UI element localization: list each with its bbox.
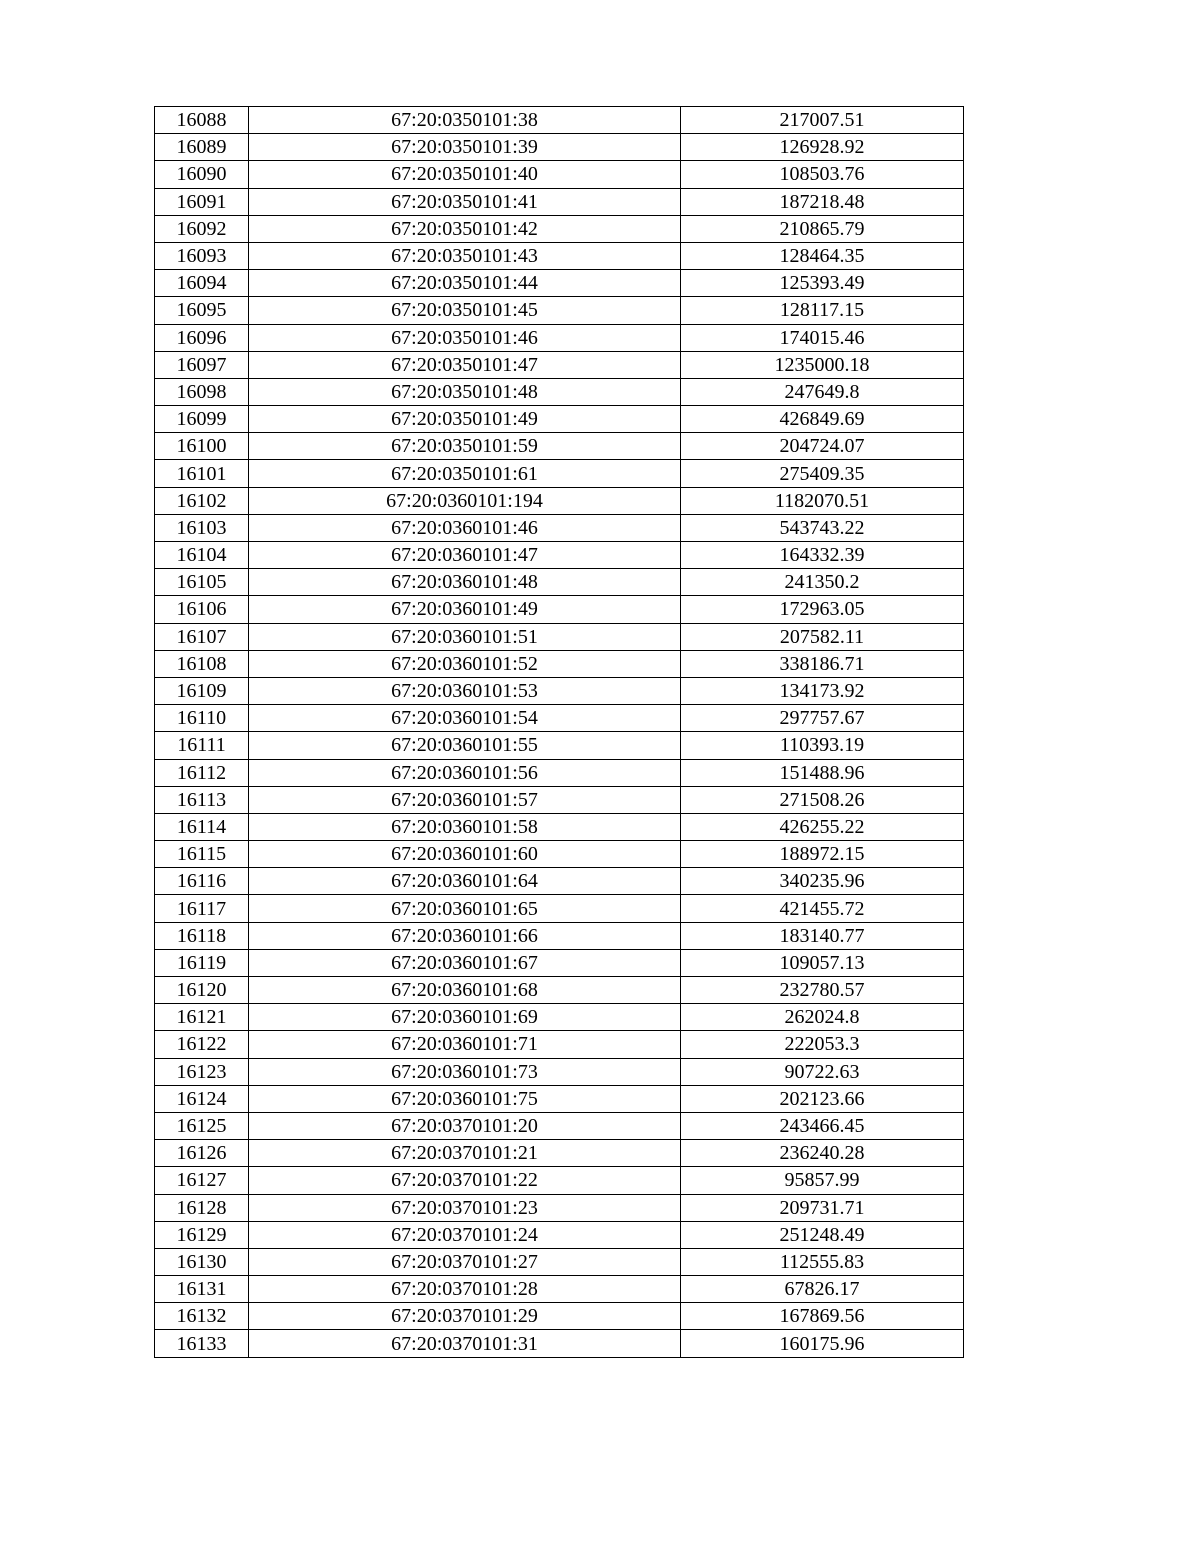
cadastral-number-cell: 67:20:0350101:40 bbox=[249, 161, 681, 188]
row-number-cell: 16101 bbox=[155, 460, 249, 487]
row-number-cell: 16127 bbox=[155, 1167, 249, 1194]
table-row bbox=[155, 841, 964, 868]
row-number-cell: 16116 bbox=[155, 868, 249, 895]
table-row bbox=[155, 1004, 964, 1031]
row-number-cell: 16097 bbox=[155, 351, 249, 378]
cadastral-number-cell: 67:20:0360101:53 bbox=[249, 677, 681, 704]
cadastral-value-cell: 271508.26 bbox=[681, 786, 964, 813]
cadastral-value-cell: 222053.3 bbox=[681, 1031, 964, 1058]
cadastral-number-cell: 67:20:0350101:45 bbox=[249, 297, 681, 324]
table-row bbox=[155, 949, 964, 976]
table-row bbox=[155, 542, 964, 569]
row-number-cell: 16094 bbox=[155, 270, 249, 297]
row-number-cell: 16112 bbox=[155, 759, 249, 786]
table-row bbox=[155, 514, 964, 541]
cadastral-number-cell: 67:20:0350101:47 bbox=[249, 351, 681, 378]
row-number-cell: 16113 bbox=[155, 786, 249, 813]
cadastral-number-cell: 67:20:0370101:21 bbox=[249, 1140, 681, 1167]
cadastral-number-cell: 67:20:0360101:57 bbox=[249, 786, 681, 813]
cadastral-number-cell: 67:20:0360101:48 bbox=[249, 569, 681, 596]
cadastral-number-cell: 67:20:0350101:41 bbox=[249, 188, 681, 215]
cadastral-number-cell: 67:20:0360101:65 bbox=[249, 895, 681, 922]
cadastral-number-cell: 67:20:0360101:54 bbox=[249, 705, 681, 732]
cadastral-value-cell: 340235.96 bbox=[681, 868, 964, 895]
cadastral-number-cell: 67:20:0360101:194 bbox=[249, 487, 681, 514]
table-row bbox=[155, 406, 964, 433]
cadastral-value-cell: 108503.76 bbox=[681, 161, 964, 188]
row-number-cell: 16115 bbox=[155, 841, 249, 868]
cadastral-value-cell: 1235000.18 bbox=[681, 351, 964, 378]
cadastral-value-cell: 247649.8 bbox=[681, 378, 964, 405]
row-number-cell: 16107 bbox=[155, 623, 249, 650]
table-row bbox=[155, 134, 964, 161]
table-row bbox=[155, 1248, 964, 1275]
cadastral-number-cell: 67:20:0370101:24 bbox=[249, 1221, 681, 1248]
cadastral-number-cell: 67:20:0360101:75 bbox=[249, 1085, 681, 1112]
cadastral-number-cell: 67:20:0360101:52 bbox=[249, 650, 681, 677]
cadastral-value-cell: 209731.71 bbox=[681, 1194, 964, 1221]
table-row bbox=[155, 1167, 964, 1194]
table-row bbox=[155, 922, 964, 949]
row-number-cell: 16129 bbox=[155, 1221, 249, 1248]
cadastral-value-cell: 241350.2 bbox=[681, 569, 964, 596]
cadastral-value-cell: 188972.15 bbox=[681, 841, 964, 868]
cadastral-value-cell: 275409.35 bbox=[681, 460, 964, 487]
cadastral-number-cell: 67:20:0370101:20 bbox=[249, 1112, 681, 1139]
row-number-cell: 16098 bbox=[155, 378, 249, 405]
table-row bbox=[155, 650, 964, 677]
cadastral-value-cell: 243466.45 bbox=[681, 1112, 964, 1139]
row-number-cell: 16109 bbox=[155, 677, 249, 704]
row-number-cell: 16121 bbox=[155, 1004, 249, 1031]
table-row bbox=[155, 107, 964, 134]
row-number-cell: 16093 bbox=[155, 242, 249, 269]
row-number-cell: 16102 bbox=[155, 487, 249, 514]
row-number-cell: 16095 bbox=[155, 297, 249, 324]
cadastral-value-cell: 217007.51 bbox=[681, 107, 964, 134]
cadastral-value-cell: 128117.15 bbox=[681, 297, 964, 324]
cadastral-number-cell: 67:20:0360101:73 bbox=[249, 1058, 681, 1085]
cadastral-value-cell: 251248.49 bbox=[681, 1221, 964, 1248]
cadastral-number-cell: 67:20:0370101:28 bbox=[249, 1276, 681, 1303]
table-row bbox=[155, 813, 964, 840]
row-number-cell: 16096 bbox=[155, 324, 249, 351]
row-number-cell: 16120 bbox=[155, 977, 249, 1004]
cadastral-number-cell: 67:20:0370101:22 bbox=[249, 1167, 681, 1194]
row-number-cell: 16090 bbox=[155, 161, 249, 188]
cadastral-number-cell: 67:20:0350101:46 bbox=[249, 324, 681, 351]
cadastral-value-cell: 67826.17 bbox=[681, 1276, 964, 1303]
cadastral-value-cell: 172963.05 bbox=[681, 596, 964, 623]
row-number-cell: 16118 bbox=[155, 922, 249, 949]
cadastral-value-cell: 297757.67 bbox=[681, 705, 964, 732]
table-row bbox=[155, 487, 964, 514]
cadastral-number-cell: 67:20:0360101:68 bbox=[249, 977, 681, 1004]
cadastral-value-cell: 109057.13 bbox=[681, 949, 964, 976]
cadastral-number-cell: 67:20:0350101:39 bbox=[249, 134, 681, 161]
row-number-cell: 16132 bbox=[155, 1303, 249, 1330]
row-number-cell: 16128 bbox=[155, 1194, 249, 1221]
row-number-cell: 16133 bbox=[155, 1330, 249, 1357]
table-row bbox=[155, 1330, 964, 1357]
cadastral-number-cell: 67:20:0370101:23 bbox=[249, 1194, 681, 1221]
cadastral-value-cell: 338186.71 bbox=[681, 650, 964, 677]
cadastral-value-cell: 134173.92 bbox=[681, 677, 964, 704]
table-row bbox=[155, 351, 964, 378]
row-number-cell: 16104 bbox=[155, 542, 249, 569]
table-row bbox=[155, 161, 964, 188]
cadastral-value-cell: 210865.79 bbox=[681, 215, 964, 242]
table-row bbox=[155, 705, 964, 732]
table-row bbox=[155, 1303, 964, 1330]
row-number-cell: 16108 bbox=[155, 650, 249, 677]
cadastral-value-cell: 426255.22 bbox=[681, 813, 964, 840]
table-row bbox=[155, 977, 964, 1004]
row-number-cell: 16103 bbox=[155, 514, 249, 541]
row-number-cell: 16131 bbox=[155, 1276, 249, 1303]
cadastral-number-cell: 67:20:0370101:27 bbox=[249, 1248, 681, 1275]
row-number-cell: 16099 bbox=[155, 406, 249, 433]
cadastral-value-cell: 151488.96 bbox=[681, 759, 964, 786]
table-row bbox=[155, 623, 964, 650]
row-number-cell: 16119 bbox=[155, 949, 249, 976]
cadastral-value-cell: 183140.77 bbox=[681, 922, 964, 949]
cadastral-value-cell: 232780.57 bbox=[681, 977, 964, 1004]
row-number-cell: 16124 bbox=[155, 1085, 249, 1112]
cadastral-number-cell: 67:20:0360101:71 bbox=[249, 1031, 681, 1058]
cadastral-value-cell: 426849.69 bbox=[681, 406, 964, 433]
cadastral-number-cell: 67:20:0360101:47 bbox=[249, 542, 681, 569]
table-row bbox=[155, 786, 964, 813]
table-row bbox=[155, 868, 964, 895]
table-row bbox=[155, 1085, 964, 1112]
cadastral-value-cell: 112555.83 bbox=[681, 1248, 964, 1275]
cadastral-number-cell: 67:20:0360101:66 bbox=[249, 922, 681, 949]
cadastral-value-cell: 202123.66 bbox=[681, 1085, 964, 1112]
table-row bbox=[155, 215, 964, 242]
cadastral-number-cell: 67:20:0360101:60 bbox=[249, 841, 681, 868]
cadastral-value-cell: 95857.99 bbox=[681, 1167, 964, 1194]
cadastral-number-cell: 67:20:0360101:64 bbox=[249, 868, 681, 895]
cadastral-number-cell: 67:20:0360101:69 bbox=[249, 1004, 681, 1031]
table-row bbox=[155, 1194, 964, 1221]
cadastral-number-cell: 67:20:0350101:48 bbox=[249, 378, 681, 405]
cadastral-number-cell: 67:20:0360101:56 bbox=[249, 759, 681, 786]
row-number-cell: 16110 bbox=[155, 705, 249, 732]
cadastral-number-cell: 67:20:0350101:44 bbox=[249, 270, 681, 297]
row-number-cell: 16092 bbox=[155, 215, 249, 242]
cadastral-number-cell: 67:20:0360101:46 bbox=[249, 514, 681, 541]
table-row bbox=[155, 759, 964, 786]
cadastral-value-cell: 128464.35 bbox=[681, 242, 964, 269]
cadastral-value-cell: 262024.8 bbox=[681, 1004, 964, 1031]
cadastral-value-cell: 164332.39 bbox=[681, 542, 964, 569]
table-row bbox=[155, 596, 964, 623]
cadastral-value-cell: 236240.28 bbox=[681, 1140, 964, 1167]
table-row bbox=[155, 460, 964, 487]
cadastral-value-cell: 187218.48 bbox=[681, 188, 964, 215]
cadastral-value-cell: 421455.72 bbox=[681, 895, 964, 922]
cadastral-value-cell: 207582.11 bbox=[681, 623, 964, 650]
cadastral-number-cell: 67:20:0350101:61 bbox=[249, 460, 681, 487]
row-number-cell: 16117 bbox=[155, 895, 249, 922]
cadastral-value-cell: 126928.92 bbox=[681, 134, 964, 161]
row-number-cell: 16125 bbox=[155, 1112, 249, 1139]
table-row bbox=[155, 324, 964, 351]
row-number-cell: 16088 bbox=[155, 107, 249, 134]
cadastral-value-cell: 160175.96 bbox=[681, 1330, 964, 1357]
table-row bbox=[155, 242, 964, 269]
table-row bbox=[155, 188, 964, 215]
cadastral-number-cell: 67:20:0350101:59 bbox=[249, 433, 681, 460]
table-row bbox=[155, 895, 964, 922]
cadastral-number-cell: 67:20:0360101:67 bbox=[249, 949, 681, 976]
cadastral-number-cell: 67:20:0360101:51 bbox=[249, 623, 681, 650]
row-number-cell: 16091 bbox=[155, 188, 249, 215]
cadastral-value-cell: 543743.22 bbox=[681, 514, 964, 541]
table-row bbox=[155, 1031, 964, 1058]
row-number-cell: 16130 bbox=[155, 1248, 249, 1275]
table-row bbox=[155, 433, 964, 460]
table-row bbox=[155, 1221, 964, 1248]
table-row bbox=[155, 1276, 964, 1303]
cadastral-number-cell: 67:20:0350101:42 bbox=[249, 215, 681, 242]
cadastral-value-cell: 174015.46 bbox=[681, 324, 964, 351]
cadastral-number-cell: 67:20:0370101:29 bbox=[249, 1303, 681, 1330]
cadastral-value-cell: 110393.19 bbox=[681, 732, 964, 759]
cadastral-number-cell: 67:20:0370101:31 bbox=[249, 1330, 681, 1357]
cadastral-value-cell: 204724.07 bbox=[681, 433, 964, 460]
row-number-cell: 16126 bbox=[155, 1140, 249, 1167]
row-number-cell: 16106 bbox=[155, 596, 249, 623]
table-row bbox=[155, 270, 964, 297]
row-number-cell: 16114 bbox=[155, 813, 249, 840]
cadastral-number-cell: 67:20:0350101:49 bbox=[249, 406, 681, 433]
table-row bbox=[155, 1140, 964, 1167]
cadastral-number-cell: 67:20:0350101:43 bbox=[249, 242, 681, 269]
row-number-cell: 16105 bbox=[155, 569, 249, 596]
table-row bbox=[155, 297, 964, 324]
table-row bbox=[155, 1058, 964, 1085]
row-number-cell: 16122 bbox=[155, 1031, 249, 1058]
cadastral-number-cell: 67:20:0350101:38 bbox=[249, 107, 681, 134]
table-body bbox=[155, 107, 964, 1358]
row-number-cell: 16111 bbox=[155, 732, 249, 759]
cadastral-number-cell: 67:20:0360101:58 bbox=[249, 813, 681, 840]
table-row bbox=[155, 1112, 964, 1139]
cadastral-value-cell: 1182070.51 bbox=[681, 487, 964, 514]
table-row bbox=[155, 677, 964, 704]
cadastral-value-cell: 125393.49 bbox=[681, 270, 964, 297]
cadastral-value-cell: 90722.63 bbox=[681, 1058, 964, 1085]
row-number-cell: 16089 bbox=[155, 134, 249, 161]
table-row bbox=[155, 569, 964, 596]
cadastral-value-cell: 167869.56 bbox=[681, 1303, 964, 1330]
row-number-cell: 16100 bbox=[155, 433, 249, 460]
table-row bbox=[155, 378, 964, 405]
row-number-cell: 16123 bbox=[155, 1058, 249, 1085]
cadastral-value-table bbox=[154, 106, 964, 1358]
table-row bbox=[155, 732, 964, 759]
cadastral-number-cell: 67:20:0360101:49 bbox=[249, 596, 681, 623]
cadastral-number-cell: 67:20:0360101:55 bbox=[249, 732, 681, 759]
